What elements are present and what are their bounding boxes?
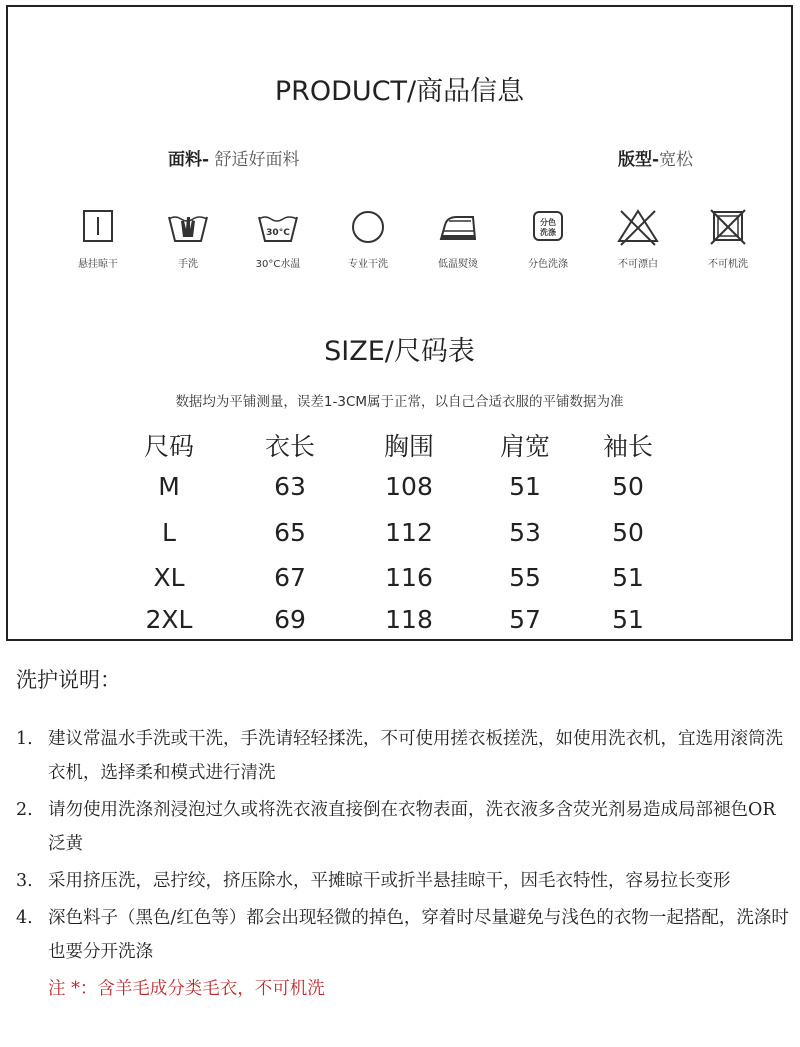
low-iron-icon — [435, 207, 481, 247]
list-item — [16, 901, 791, 969]
care-icon-label: 低温熨烫 — [438, 259, 478, 270]
size-table-header — [8, 427, 791, 467]
item-text: 采用挤压洗，忌拧绞，挤压除水，平摊晾干或折半悬挂晾干，因毛衣特性，容易拉长变形 — [48, 871, 731, 891]
table-cell: M — [158, 472, 180, 501]
list-item — [16, 793, 791, 861]
care-icon-label: 手洗 — [178, 259, 198, 270]
care-icon-label: 分色洗涤 — [528, 259, 568, 270]
table-row — [8, 563, 791, 603]
svg-text:30°C: 30°C — [266, 228, 290, 238]
table-cell: 57 — [509, 605, 541, 634]
care-icon-label: 不可漂白 — [618, 259, 658, 270]
wool-warning: 注 *：含羊毛成分类毛衣，不可机洗 — [48, 979, 325, 999]
table-row — [8, 605, 791, 645]
table-cell: 55 — [509, 563, 541, 592]
no-machine-wash-icon — [708, 207, 748, 247]
care-icon-label: 专业干洗 — [348, 259, 388, 270]
header-cell: 尺码 — [143, 432, 194, 461]
table-cell: XL — [153, 563, 185, 592]
care-icon-item — [688, 207, 768, 270]
list-item — [16, 722, 791, 790]
table-cell: 65 — [274, 518, 306, 547]
table-cell: 116 — [385, 563, 433, 592]
item-text: 请勿使用洗涤剂浸泡过久或将洗衣液直接倒在衣物表面，洗衣液多含荧光剂易造成局部褪色OR泛黄 — [48, 800, 776, 854]
item-number: 2. — [16, 800, 33, 820]
care-heading: 洗护说明： — [16, 668, 121, 692]
item-text: 建议常温水手洗或干洗，手洗请轻轻揉洗，不可使用搓衣板搓洗，如使用洗衣机，宜选用滚筒洗衣机，选择柔和模式进行清洗 — [48, 729, 783, 783]
header-cell: 袖长 — [602, 432, 653, 461]
table-row — [8, 472, 791, 512]
size-title: SIZE/尺码表 — [324, 336, 475, 367]
care-icon-item — [328, 207, 408, 270]
table-cell: 63 — [274, 472, 306, 501]
hand-wash-icon — [165, 207, 211, 247]
table-cell: 112 — [385, 518, 433, 547]
svg-text:洗涤: 洗涤 — [540, 228, 556, 237]
care-icon-label: 悬挂晾干 — [78, 259, 118, 270]
table-cell: 50 — [612, 518, 644, 547]
item-number: 3. — [16, 871, 33, 891]
care-icon-item — [238, 207, 318, 270]
product-info-panel — [6, 5, 793, 641]
fabric-label: 面料- — [168, 150, 210, 170]
svg-text:分色: 分色 — [540, 218, 556, 227]
separate-wash-icon — [528, 207, 568, 247]
wash-30c-icon — [255, 207, 301, 247]
no-bleach-icon — [615, 207, 661, 247]
fit-value: 宽松 — [659, 150, 694, 170]
header-cell: 肩宽 — [499, 432, 550, 461]
item-number: 4. — [16, 908, 33, 928]
table-cell: 2XL — [145, 605, 193, 634]
care-icon-item — [598, 207, 678, 270]
care-icon-label: 30°C水温 — [255, 259, 301, 270]
care-icons-row — [48, 207, 788, 277]
fit-label: 版型- — [618, 150, 660, 170]
item-text: 深色料子（黑色/红色等）都会出现轻微的掉色，穿着时尽量避免与浅色的衣物一起搭配，洗涤时也要分开洗涤 — [48, 908, 789, 962]
care-icon-item — [58, 207, 138, 270]
table-row — [8, 518, 791, 558]
table-cell: 108 — [385, 472, 433, 501]
care-icon-item — [418, 207, 498, 270]
product-title: PRODUCT/商品信息 — [274, 76, 525, 107]
care-icon-item — [148, 207, 228, 270]
care-icon-label: 不可机洗 — [708, 259, 748, 270]
fabric-value: 舒适好面料 — [214, 150, 300, 170]
table-cell: 118 — [385, 605, 433, 634]
fit-info — [618, 145, 693, 170]
care-icon-item — [508, 207, 588, 270]
hang-dry-icon — [78, 207, 118, 247]
table-cell: 51 — [612, 605, 644, 634]
item-number: 1. — [16, 729, 33, 749]
table-cell: 51 — [509, 472, 541, 501]
header-cell: 胸围 — [383, 432, 434, 461]
list-item — [16, 864, 791, 898]
care-instructions — [16, 722, 791, 1006]
table-cell: L — [162, 518, 176, 547]
dry-clean-icon — [348, 207, 388, 247]
header-cell: 衣长 — [264, 432, 315, 461]
table-cell: 69 — [274, 605, 306, 634]
table-cell: 50 — [612, 472, 644, 501]
table-cell: 67 — [274, 563, 306, 592]
measurement-note: 数据均为平铺测量，误差1-3CM属于正常，以自己合适衣服的平铺数据为准 — [175, 394, 624, 410]
fabric-info — [168, 145, 299, 170]
table-cell: 51 — [612, 563, 644, 592]
table-cell: 53 — [509, 518, 541, 547]
